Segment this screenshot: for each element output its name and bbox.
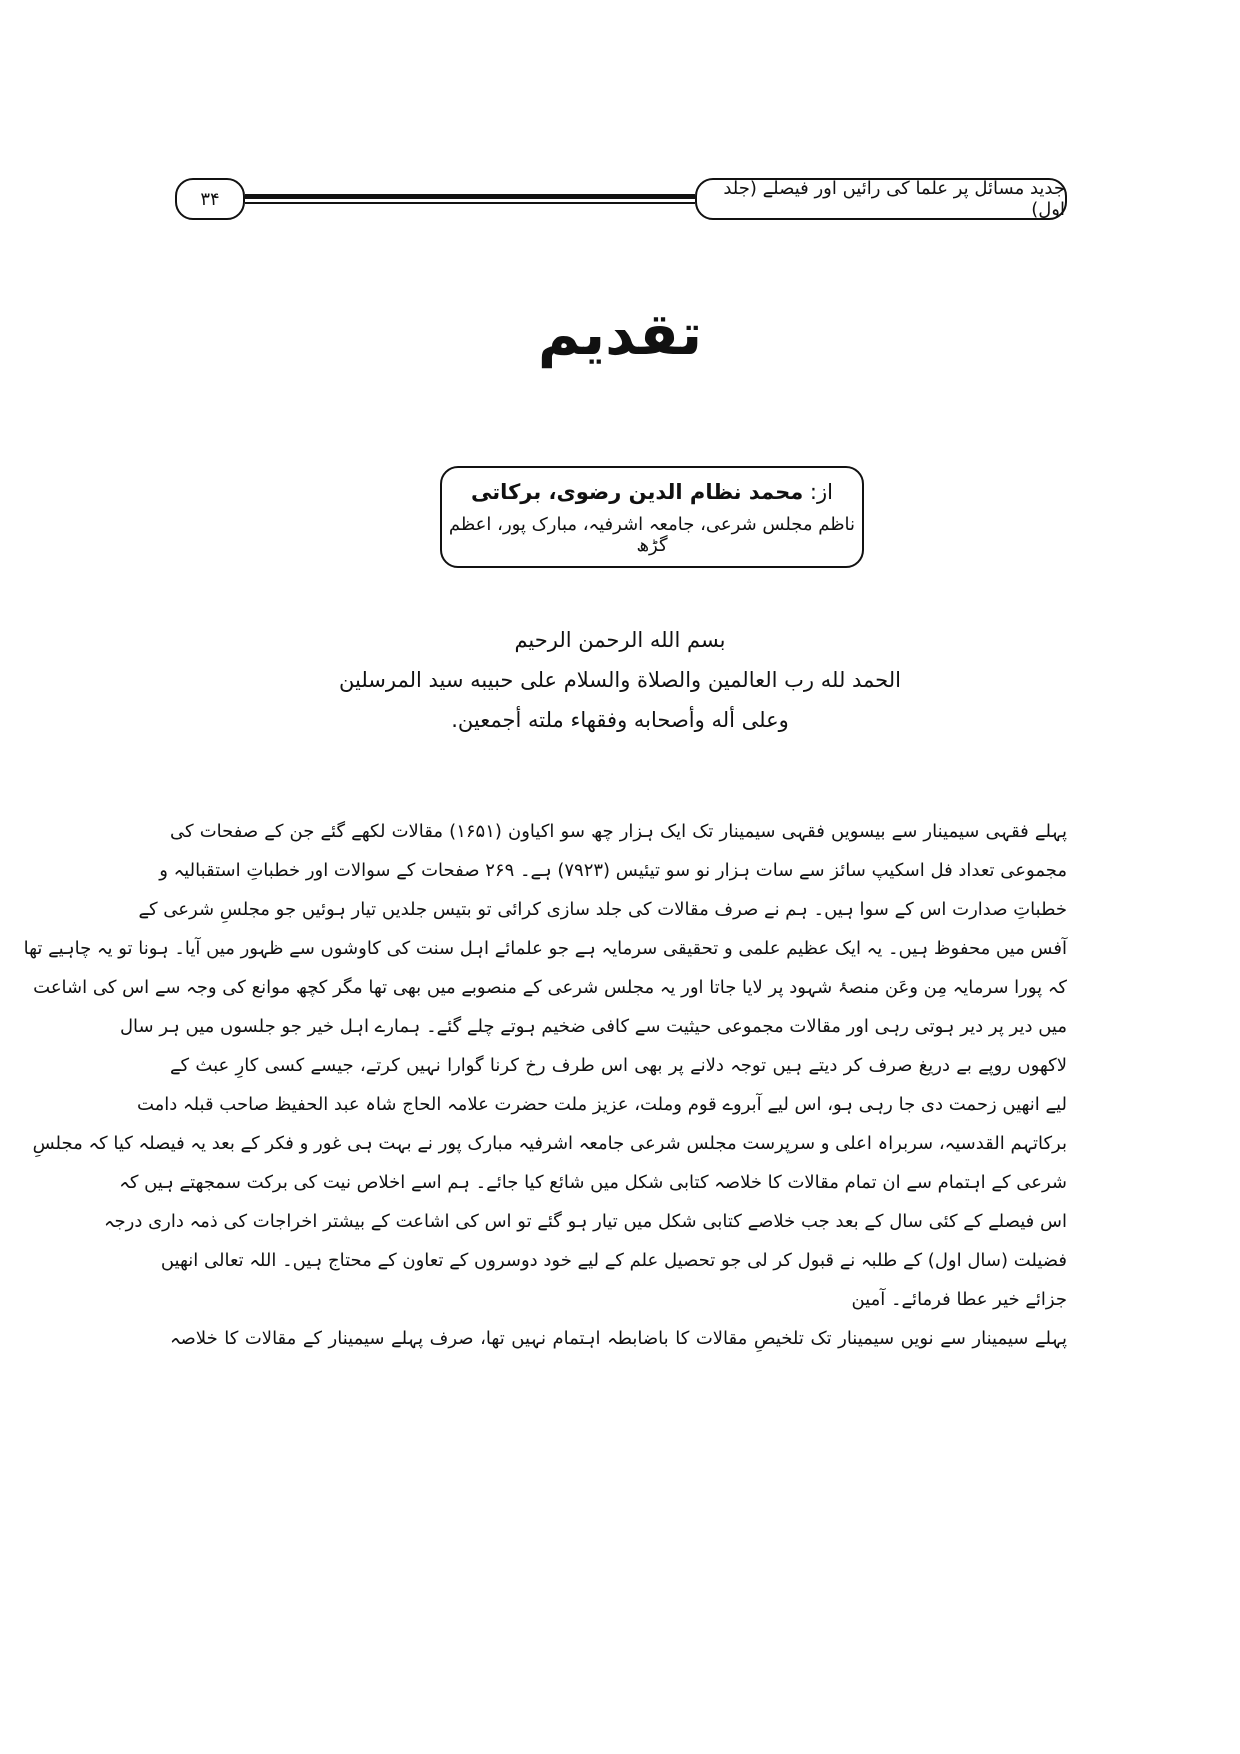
- body-line: مجموعی تعداد فل اسکیپ سائز سے سات ہزار نو سو تیئیس (۷۹۲۳) ہے۔ ۲۶۹ صفحات کے سوالات اور خطباتِ استقبالیہ و: [159, 860, 1067, 881]
- chapter-title: تقدیم: [537, 300, 703, 368]
- body-line: آفس میں محفوظ ہیں۔ یہ ایک عظیم علمی و تحقیقی سرمایہ ہے جو علمائے اہل سنت کی کاوشوں سے ظہور میں آیا۔ ہونا تو یہ چاہیے تھا: [23, 938, 1067, 959]
- author-prefix: از:: [809, 480, 833, 504]
- body-line-paragraph-end: جزائے خیر عطا فرمائے۔ آمین: [851, 1289, 1067, 1310]
- body-line: برکاتہم القدسیہ، سربراہ اعلی و سرپرست مجلس شرعی جامعہ اشرفیہ مبارک پور نے بہت ہی غور و فکر کے بعد یہ فیصلہ کیا کہ مجلسِ: [32, 1133, 1067, 1154]
- running-header: [175, 178, 1067, 218]
- body-text: [23, 812, 1067, 1358]
- author-name: محمد نظام الدین رضوی، برکاتی: [471, 480, 804, 504]
- author-affiliation: ناظم مجلس شرعی، جامعہ اشرفیہ، مبارک پور، اعظم گڑھ: [448, 514, 856, 556]
- body-line: شرعی کے اہتمام سے ان تمام مقالات کا خلاصہ کتابی شکل میں شائع کیا جائے۔ ہم اسے اخلاص نیت کی برکت سمجھتے ہیں کہ: [119, 1172, 1067, 1193]
- opening-blessing: [0, 620, 1240, 740]
- header-rule-thin: [245, 202, 695, 204]
- author-box: [440, 466, 864, 568]
- body-line: فضیلت (سال اول) کے طلبہ نے قبول کر لی جو تحصیل علم کے لیے خود دوسروں کے تعاون کے محتاج ہیں۔ اللہ تعالی انھیں: [160, 1250, 1067, 1271]
- body-line: اس فیصلے کے کئی سال کے بعد جب خلاصے کتابی شکل میں تیار ہو گئے تو اس کی اشاعت کے بیشتر اخراجات کی ذمہ داری درجہ: [103, 1211, 1067, 1232]
- page-number: ۳۴: [175, 178, 245, 220]
- body-line: پہلے سیمینار سے نویں سیمینار تک تلخیصِ مقالات کا باضابطہ اہتمام نہیں تھا، صرف پہلے سیمینار کے مقالات کا خلاصہ: [170, 1328, 1067, 1349]
- body-line: میں دیر پر دیر ہوتی رہی اور مقالات مجموعی حیثیت سے کافی ضخیم ہوتے چلے گئے۔ ہمارے اہل خیر جو جلسوں میں ہر سال: [119, 1016, 1067, 1037]
- blessing-line: بسم الله الرحمن الرحيم: [514, 628, 726, 652]
- body-line: پہلے فقہی سیمینار سے بیسویں فقہی سیمینار تک ایک ہزار چھ سو اکیاون (۱۶۵۱) مقالات لکھے گئے جن کے صفحات کی: [170, 821, 1067, 842]
- blessing-line: وعلى أله وأصحابه وفقهاء ملته أجمعين.: [451, 708, 789, 732]
- book-title: جدید مسائل پر علما کی رائیں اور فیصلے (جلد اول): [695, 178, 1067, 220]
- body-line: لاکھوں روپے بے دریغ صرف کر دیتے ہیں توجہ دلانے پر بھی اس طرف رخ کرنا گوارا نہیں کرتے، جیسے کسی کارِ عبث کے: [170, 1055, 1067, 1076]
- body-line: کہ پورا سرمایہ مِن وعَن منصۂ شہود پر لایا جاتا اور یہ مجلس شرعی کے منصوبے میں بھی تھا مگر کچھ موانع کی وجہ سے اس کی اشاعت: [33, 977, 1067, 998]
- author-line: [442, 480, 862, 504]
- body-line: خطباتِ صدارت اس کے سوا ہیں۔ ہم نے صرف مقالات کی جلد سازی کرائی تو بتیس جلدیں تیار ہوئیں جو مجلسِ شرعی کے: [138, 899, 1067, 920]
- body-line: لیے انھیں زحمت دی جا رہی ہو، اس لیے آبروے قوم وملت، عزیز ملت حضرت علامہ الحاج شاہ عبد الحفیظ صاحب قبلہ دامت: [136, 1094, 1067, 1115]
- header-rule-thick: [245, 194, 695, 199]
- blessing-line: الحمد لله رب العالمين والصلاة والسلام على حبيبه سيد المرسلين: [339, 668, 901, 692]
